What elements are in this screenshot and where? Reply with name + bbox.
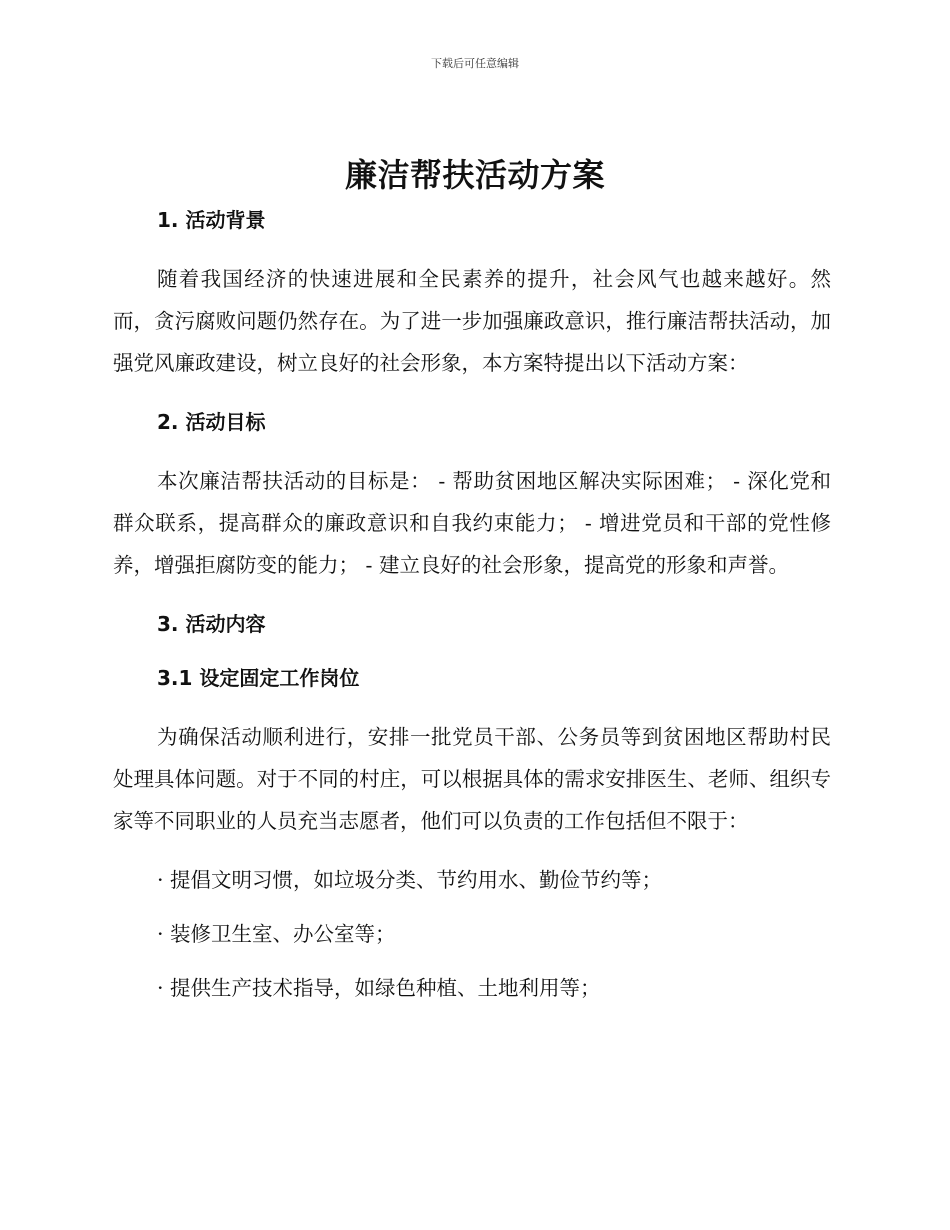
section-heading-content: 3. 活动内容 [157, 612, 266, 636]
document-body [113, 204, 831, 1004]
document-title: 廉洁帮扶活动方案 [344, 156, 605, 194]
section-heading-background: 1. 活动背景 [157, 208, 266, 232]
subsection-heading-fixed-posts: 3.1 设定固定工作岗位 [157, 666, 360, 690]
goals-paragraph: 本次廉洁帮扶活动的目标是： - 帮助贫困地区解决实际困难； - 深化党和群众联系，提高群众的廉政意识和自我约束能力； - 增进党员和干部的党性修养，增强拒腐防变的能力； - 建立良好的社会形象，提高党的形象和声誉。 [113, 469, 831, 577]
list-item: · 提倡文明习惯，如垃圾分类、节约用水、勤俭节约等； [157, 868, 663, 892]
background-paragraph: 随着我国经济的快速进展和全民素养的提升，社会风气也越来越好。然而，贪污腐败问题仍然存在。为了进一步加强廉政意识，推行廉洁帮扶活动，加强党风廉政建设，树立良好的社会形象，本方案特提出以下活动方案： [113, 267, 831, 375]
list-item: · 装修卫生室、办公室等； [157, 922, 396, 946]
list-item: · 提供生产技术指导，如绿色种植、土地利用等； [157, 976, 601, 1000]
section-heading-goals: 2. 活动目标 [157, 410, 266, 434]
fixed-posts-paragraph: 为确保活动顺利进行，安排一批党员干部、公务员等到贫困地区帮助村民处理具体问题。对于不同的村庄，可以根据具体的需求安排医生、老师、组织专家等不同职业的人员充当志愿者，他们可以负责的工作包括但不限于： [113, 725, 831, 833]
page-header-note: 下载后可任意编辑 [431, 57, 519, 70]
